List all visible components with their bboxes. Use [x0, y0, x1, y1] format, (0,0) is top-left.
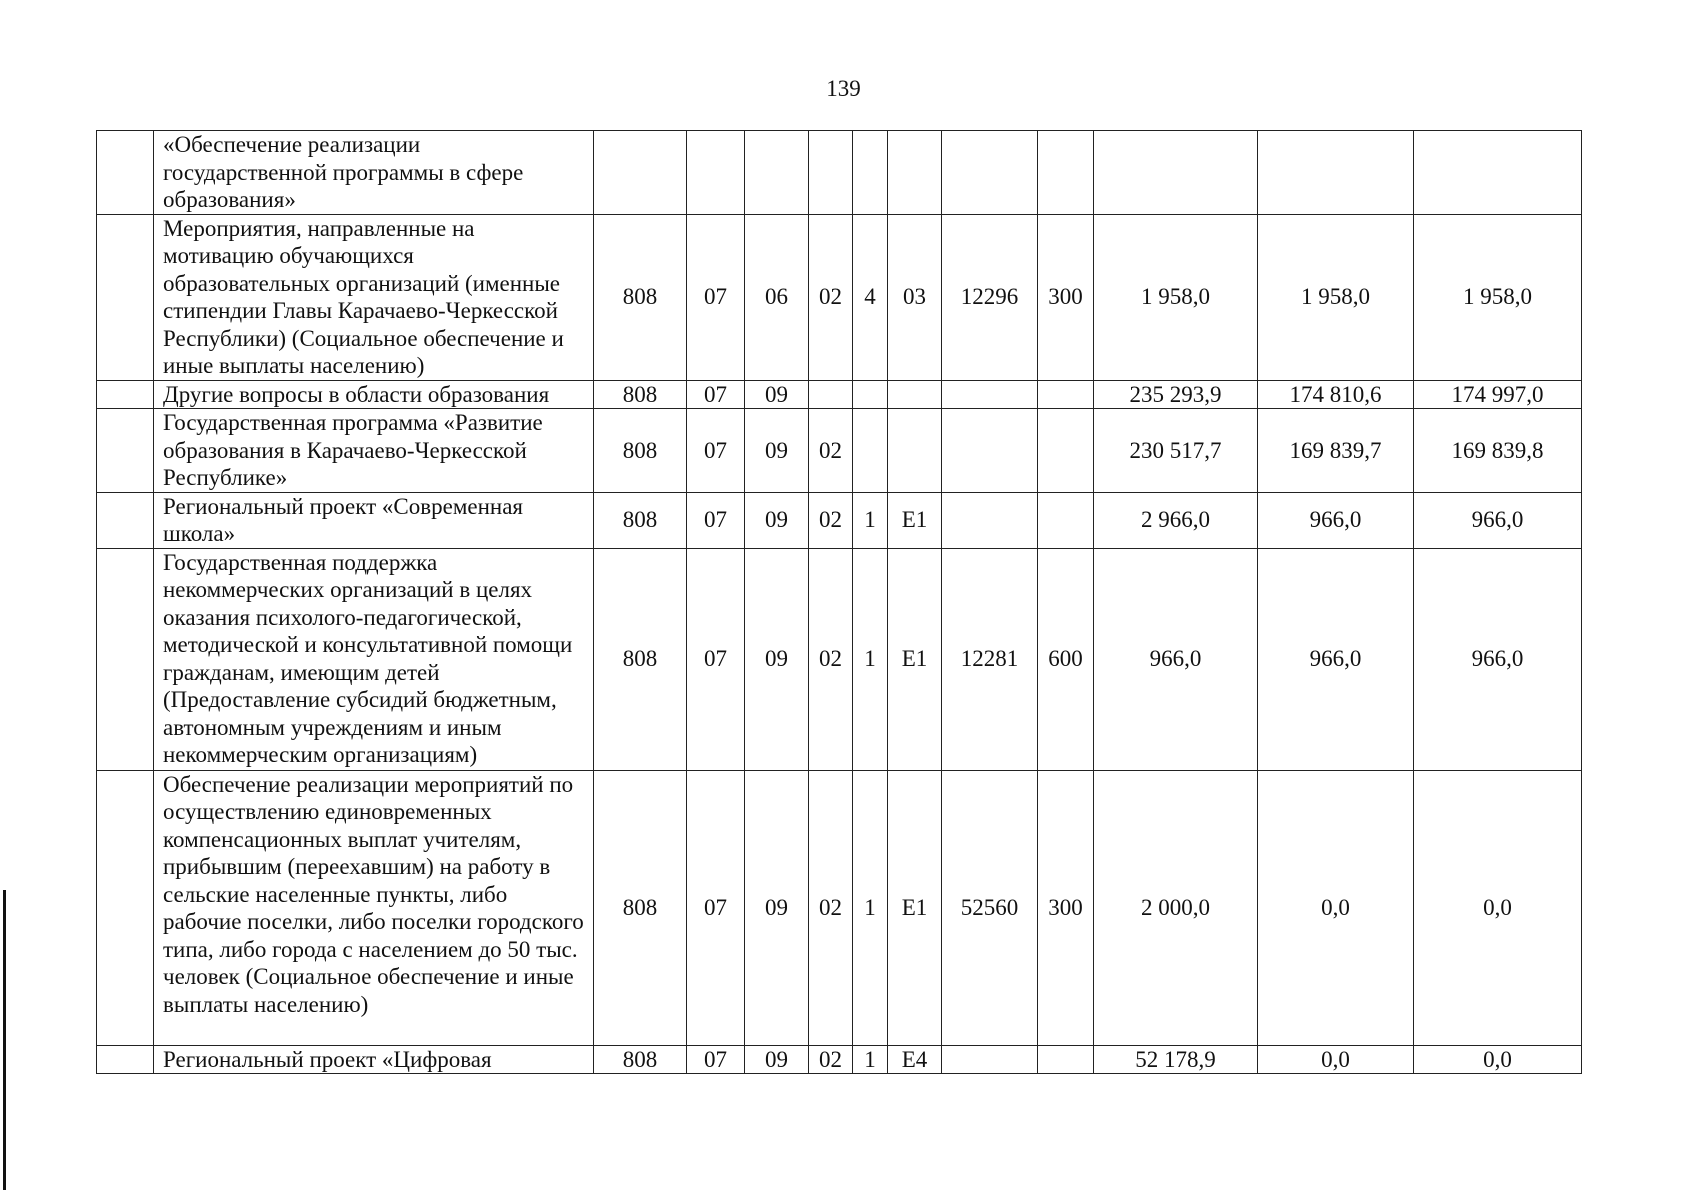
amount-year-3-cell: 0,0 [1414, 770, 1582, 1045]
program-code-cell: 02 [809, 1045, 853, 1074]
program-code-cell: 02 [809, 214, 853, 380]
amount-year-2-cell: 966,0 [1258, 492, 1414, 548]
direction-code-cell: 52560 [942, 770, 1038, 1045]
amount-year-2-cell: 1 958,0 [1258, 214, 1414, 380]
amount-year-3-cell: 0,0 [1414, 1045, 1582, 1074]
subsection-code-cell: 09 [745, 409, 809, 493]
section-code-cell: 07 [687, 380, 745, 409]
budget-table [96, 130, 1582, 1074]
table-row [97, 492, 1582, 548]
section-code-cell: 07 [687, 548, 745, 770]
subprogram-code-cell [853, 409, 888, 493]
amount-year-1-cell [1094, 131, 1258, 215]
amount-year-2-cell: 966,0 [1258, 548, 1414, 770]
table-row [97, 1045, 1582, 1074]
section-code-cell: 07 [687, 1045, 745, 1074]
ved-code-cell [594, 131, 687, 215]
row-number-cell [97, 409, 154, 493]
amount-year-1-cell: 52 178,9 [1094, 1045, 1258, 1074]
table-row [97, 770, 1582, 1045]
program-code-cell: 02 [809, 409, 853, 493]
section-code-cell: 07 [687, 409, 745, 493]
section-code-cell: 07 [687, 492, 745, 548]
ved-code-cell: 808 [594, 1045, 687, 1074]
amount-year-2-cell [1258, 131, 1414, 215]
scan-edge-mark [3, 890, 6, 1190]
table-row [97, 548, 1582, 770]
program-code-cell [809, 380, 853, 409]
item-name-cell: Региональный проект «Современная школа» [154, 492, 594, 548]
amount-year-3-cell: 174 997,0 [1414, 380, 1582, 409]
section-code-cell: 07 [687, 770, 745, 1045]
item-name-cell: Региональный проект «Цифровая [154, 1045, 594, 1074]
subprogram-code-cell: 4 [853, 214, 888, 380]
subsection-code-cell: 09 [745, 770, 809, 1045]
page-number: 139 [826, 76, 861, 101]
table-row [97, 131, 1582, 215]
item-name-cell: Обеспечение реализации мероприятий по осуществлению единовременных компенсационных выплат учителям, прибывшим (переехавшим) на работу в сельские населенные пункты, либо рабочие поселки, либо поселки городского типа, либо города с населением до 50 тыс. человек (Социальное обеспечение и иные выплаты населению) [154, 770, 594, 1045]
ved-code-cell: 808 [594, 214, 687, 380]
direction-code-cell [942, 131, 1038, 215]
amount-year-1-cell: 2 000,0 [1094, 770, 1258, 1045]
subprogram-code-cell [853, 380, 888, 409]
ved-code-cell: 808 [594, 770, 687, 1045]
ved-code-cell: 808 [594, 548, 687, 770]
measure-code-cell: E1 [888, 770, 942, 1045]
program-code-cell [809, 131, 853, 215]
expense-type-cell: 600 [1038, 548, 1094, 770]
direction-code-cell [942, 409, 1038, 493]
amount-year-1-cell: 2 966,0 [1094, 492, 1258, 548]
item-name-cell: «Обеспечение реализации государственной программы в сфере образования» [154, 131, 594, 215]
table-body [97, 131, 1582, 1074]
measure-code-cell [888, 131, 942, 215]
row-number-cell [97, 548, 154, 770]
subprogram-code-cell: 1 [853, 1045, 888, 1074]
measure-code-cell: E1 [888, 548, 942, 770]
row-number-cell [97, 131, 154, 215]
amount-year-1-cell: 966,0 [1094, 548, 1258, 770]
direction-code-cell [942, 492, 1038, 548]
amount-year-2-cell: 169 839,7 [1258, 409, 1414, 493]
item-name-cell: Мероприятия, направленные на мотивацию обучающихся образовательных организаций (именные стипендии Главы Карачаево-Черкесской Республики) (Социальное обеспечение и иные выплаты населению) [154, 214, 594, 380]
ved-code-cell: 808 [594, 380, 687, 409]
item-name-cell: Другие вопросы в области образования [154, 380, 594, 409]
section-code-cell: 07 [687, 214, 745, 380]
measure-code-cell: E1 [888, 492, 942, 548]
ved-code-cell: 808 [594, 409, 687, 493]
subsection-code-cell: 09 [745, 492, 809, 548]
subprogram-code-cell [853, 131, 888, 215]
expense-type-cell: 300 [1038, 214, 1094, 380]
item-name-cell: Государственная программа «Развитие образования в Карачаево-Черкесской Республике» [154, 409, 594, 493]
expense-type-cell [1038, 409, 1094, 493]
amount-year-3-cell: 1 958,0 [1414, 214, 1582, 380]
direction-code-cell: 12281 [942, 548, 1038, 770]
measure-code-cell [888, 409, 942, 493]
amount-year-2-cell: 0,0 [1258, 1045, 1414, 1074]
program-code-cell: 02 [809, 770, 853, 1045]
expense-type-cell [1038, 131, 1094, 215]
subsection-code-cell [745, 131, 809, 215]
table-row [97, 409, 1582, 493]
section-code-cell [687, 131, 745, 215]
subsection-code-cell: 09 [745, 548, 809, 770]
measure-code-cell: 03 [888, 214, 942, 380]
subprogram-code-cell: 1 [853, 548, 888, 770]
expense-type-cell [1038, 380, 1094, 409]
subprogram-code-cell: 1 [853, 770, 888, 1045]
subsection-code-cell: 09 [745, 380, 809, 409]
amount-year-1-cell: 1 958,0 [1094, 214, 1258, 380]
table-row [97, 214, 1582, 380]
table-row [97, 380, 1582, 409]
amount-year-3-cell [1414, 131, 1582, 215]
direction-code-cell [942, 380, 1038, 409]
amount-year-3-cell: 966,0 [1414, 492, 1582, 548]
program-code-cell: 02 [809, 492, 853, 548]
row-number-cell [97, 380, 154, 409]
amount-year-3-cell: 966,0 [1414, 548, 1582, 770]
subsection-code-cell: 09 [745, 1045, 809, 1074]
subsection-code-cell: 06 [745, 214, 809, 380]
row-number-cell [97, 1045, 154, 1074]
item-name-cell: Государственная поддержка некоммерческих организаций в целях оказания психолого-педагогической, методической и консультативной помощи гражданам, имеющим детей (Предоставление субсидий бюджетным, автономным учреждениям и иным некоммерческим организациям) [154, 548, 594, 770]
row-number-cell [97, 214, 154, 380]
measure-code-cell: E4 [888, 1045, 942, 1074]
row-number-cell [97, 770, 154, 1045]
amount-year-2-cell: 0,0 [1258, 770, 1414, 1045]
subprogram-code-cell: 1 [853, 492, 888, 548]
ved-code-cell: 808 [594, 492, 687, 548]
direction-code-cell: 12296 [942, 214, 1038, 380]
amount-year-1-cell: 230 517,7 [1094, 409, 1258, 493]
amount-year-3-cell: 169 839,8 [1414, 409, 1582, 493]
measure-code-cell [888, 380, 942, 409]
amount-year-1-cell: 235 293,9 [1094, 380, 1258, 409]
expense-type-cell [1038, 492, 1094, 548]
direction-code-cell [942, 1045, 1038, 1074]
row-number-cell [97, 492, 154, 548]
program-code-cell: 02 [809, 548, 853, 770]
expense-type-cell [1038, 1045, 1094, 1074]
expense-type-cell: 300 [1038, 770, 1094, 1045]
amount-year-2-cell: 174 810,6 [1258, 380, 1414, 409]
